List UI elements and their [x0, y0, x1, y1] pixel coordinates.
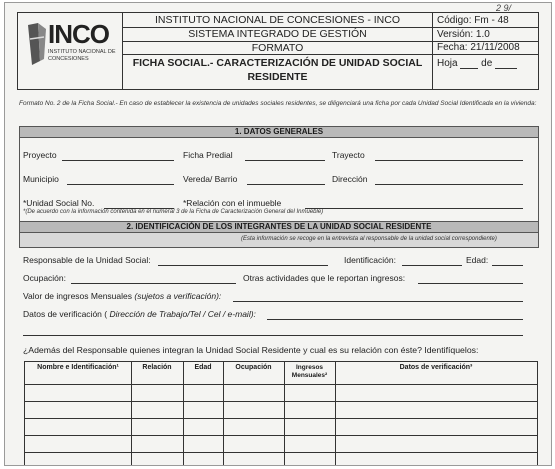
identificacion-field[interactable]	[402, 265, 462, 266]
document-version: Versión: 1.0	[437, 29, 490, 40]
ingresos-field[interactable]	[233, 301, 523, 302]
page-total-field[interactable]	[495, 58, 517, 69]
system-name: SISTEMA INTEGRADO DE GESTIÓN	[188, 28, 367, 40]
trayecto-field[interactable]	[375, 160, 523, 161]
edad-label: Edad:	[466, 255, 489, 265]
col-header-ingresos: Ingresos Mensuales²	[291, 364, 328, 379]
direccion-label: Dirección	[332, 174, 368, 184]
document-code: Código: Fm - 48	[437, 15, 509, 26]
integrantes-question: ¿Además del Responsable quienes integran la Unidad Social Residente y cual es su relación con éste? Identifíquelos:	[23, 345, 479, 355]
vereda-field[interactable]	[247, 184, 325, 185]
trayecto-label: Trayecto	[332, 150, 365, 160]
col-header-verificacion: Datos de verificación³	[399, 364, 473, 371]
logo-text: INCO	[48, 19, 109, 49]
format-label: FORMATO	[251, 42, 304, 54]
identificacion-label: Identificación:	[344, 255, 396, 265]
section-2-subtitle: (Esta información se recoge en la entrevista al responsable de la unidad social correspondiente)	[241, 236, 497, 242]
responsable-label: Responsable de la Unidad Social:	[23, 255, 151, 265]
col-header-nombre: Nombre e Identificación¹	[37, 364, 119, 371]
verificacion-label-note: Dirección de Trabajo/Tel / Cel / e-mail):	[109, 309, 256, 319]
proyecto-label: Proyecto	[23, 150, 57, 160]
ficha-predial-field[interactable]	[245, 160, 325, 161]
ocupacion-field[interactable]	[71, 283, 236, 284]
municipio-field[interactable]	[67, 184, 174, 185]
handwritten-mark: 2 9/	[495, 3, 511, 13]
col-header-ocupacion: Ocupación	[235, 364, 272, 371]
page-number-field[interactable]	[460, 58, 478, 69]
document-date: Fecha: 21/11/2008	[437, 42, 520, 53]
col-header-relacion: Relación	[142, 364, 172, 371]
members-table	[24, 361, 538, 466]
table-row[interactable]	[25, 384, 537, 385]
page-counter	[437, 58, 517, 69]
inco-logo	[18, 13, 123, 89]
table-row[interactable]	[25, 418, 537, 419]
page-of-label: de	[481, 58, 493, 69]
form-header	[17, 12, 539, 90]
form-title: FICHA SOCIAL.- CARACTERIZACIÓN DE UNIDAD SOCIAL RESIDENTE	[132, 57, 423, 83]
responsable-field[interactable]	[158, 265, 328, 266]
ingresos-label	[23, 291, 221, 301]
verificacion-label-text: Datos de verificación (	[23, 309, 110, 319]
edad-field[interactable]	[492, 265, 523, 266]
direccion-field[interactable]	[375, 184, 523, 185]
ficha-predial-label: Ficha Predial	[183, 150, 233, 160]
relacion-inmueble-label: *Relación con el inmueble	[183, 198, 282, 208]
ingresos-label-note: (sujetos a verificación):	[134, 291, 222, 301]
relacion-inmueble-field[interactable]	[305, 208, 523, 209]
table-row[interactable]	[25, 435, 537, 436]
table-row[interactable]	[25, 401, 537, 402]
logo-subtitle: INSTITUTO NACIONAL DE CONCESIONES	[48, 49, 116, 62]
vereda-label: Vereda/ Barrio	[183, 174, 238, 184]
municipio-label: Municipio	[23, 174, 59, 184]
section-1-footnote: *(De acuerdo con la información contenida en el numeral 3 de la Ficha de Caracterización General del Inmueble)	[23, 209, 324, 215]
section-2-header: 2. IDENTIFICACIÓN DE LOS INTEGRANTES DE LA UNIDAD SOCIAL RESIDENTE	[19, 221, 539, 233]
inco-logo-icon	[26, 21, 48, 67]
page-label: Hoja	[437, 58, 458, 69]
otras-actividades-label: Otras actividades que le reportan ingresos:	[243, 273, 406, 283]
otras-actividades-field[interactable]	[418, 283, 523, 284]
ingresos-label-text: Valor de ingresos Mensuales	[23, 291, 135, 301]
unidad-social-label: *Unidad Social No.	[23, 198, 95, 208]
form-instruction-note: Formato No. 2 de la Ficha Social.- En caso de establecer la existencia de unidades sociales residentes, se diligenciará una ficha por cada Unidad Social Identificada en la vivienda:	[19, 100, 537, 107]
table-row[interactable]	[25, 452, 537, 453]
col-header-edad: Edad	[194, 364, 212, 371]
form-page	[4, 2, 552, 466]
proyecto-field[interactable]	[62, 160, 174, 161]
verificacion-label	[23, 309, 256, 319]
ocupacion-label: Ocupación:	[23, 273, 66, 283]
verificacion-field-line-2[interactable]	[23, 335, 523, 336]
institution-name: INSTITUTO NACIONAL DE CONCESIONES - INCO	[154, 14, 401, 26]
verificacion-field[interactable]	[267, 319, 523, 320]
section-1-header: 1. DATOS GENERALES	[19, 126, 539, 138]
